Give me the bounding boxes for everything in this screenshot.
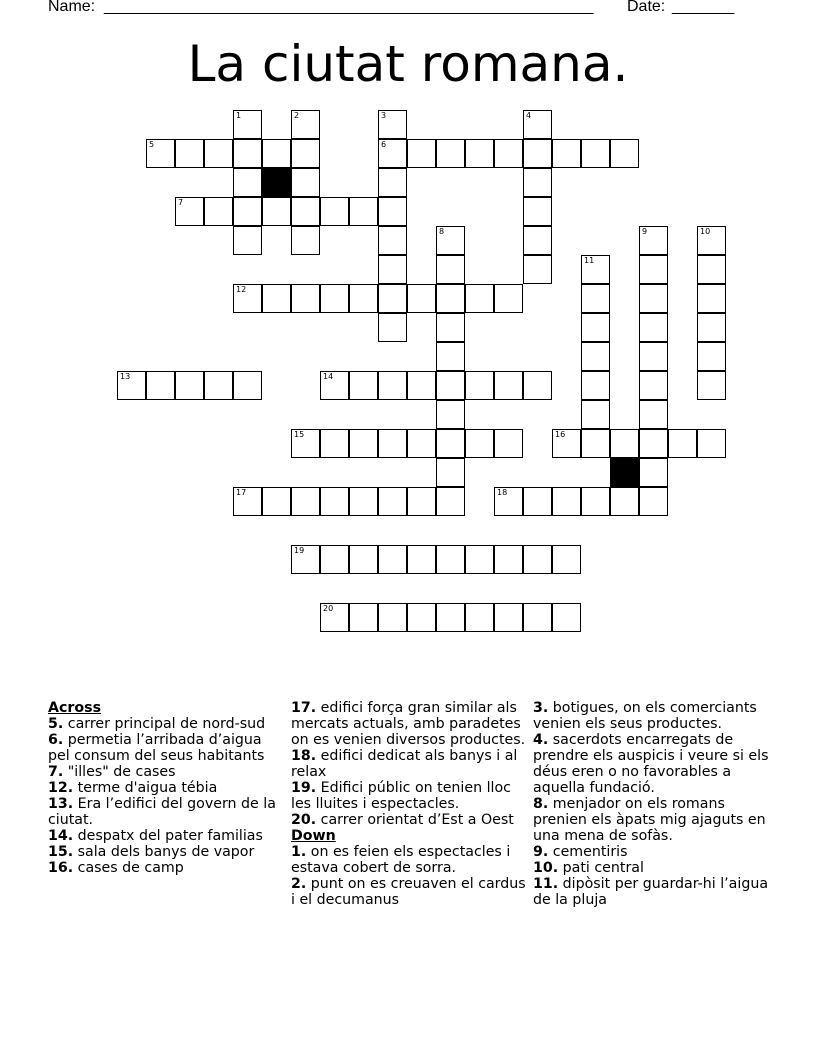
grid-cell[interactable] xyxy=(349,487,378,516)
grid-cell[interactable] xyxy=(436,255,465,284)
date-field[interactable]: _______ xyxy=(672,0,735,15)
clue-item xyxy=(533,844,769,860)
grid-cell[interactable] xyxy=(378,110,407,139)
grid-cell[interactable] xyxy=(291,197,320,226)
grid-cell[interactable] xyxy=(291,429,320,458)
clue-number: 11 xyxy=(584,256,595,265)
grid-cell[interactable] xyxy=(407,429,436,458)
grid-cell[interactable] xyxy=(610,487,639,516)
clue-text: pati central xyxy=(558,860,644,876)
grid-cell[interactable] xyxy=(320,197,349,226)
grid-cell[interactable] xyxy=(552,429,581,458)
clue-number: 18 xyxy=(497,488,508,497)
name-field[interactable]: _______________________________________________________ xyxy=(104,0,594,15)
clue-text: despatx del pater familias xyxy=(73,828,263,844)
clue-item xyxy=(533,860,769,876)
clue-number: 14 xyxy=(323,372,334,381)
grid-cell[interactable] xyxy=(378,226,407,255)
grid-cell[interactable] xyxy=(697,342,726,371)
grid-cell[interactable] xyxy=(436,603,465,632)
grid-cell[interactable] xyxy=(610,429,639,458)
clue-item xyxy=(48,844,284,860)
grid-cell[interactable] xyxy=(610,139,639,168)
grid-cell[interactable] xyxy=(233,139,262,168)
grid-cell[interactable] xyxy=(233,197,262,226)
clue-item xyxy=(533,796,769,844)
clue-number: 8 xyxy=(439,227,445,236)
clue-label-number: 16. xyxy=(48,860,74,876)
grid-cell[interactable] xyxy=(378,168,407,197)
grid-cell[interactable] xyxy=(639,226,668,255)
grid-cell[interactable] xyxy=(639,400,668,429)
grid-cell[interactable] xyxy=(436,342,465,371)
clue-number: 10 xyxy=(700,227,711,236)
clue-item xyxy=(48,780,284,796)
grid-cell[interactable] xyxy=(668,429,697,458)
clue-label-number: 2. xyxy=(291,876,307,892)
clue-item xyxy=(48,716,284,732)
clue-label-number: 1. xyxy=(291,844,307,860)
grid-cell[interactable] xyxy=(233,168,262,197)
grid-cell[interactable] xyxy=(465,139,494,168)
clue-text: punt on es creuaven el cardus i el decumanus xyxy=(291,876,526,908)
grid-cell[interactable] xyxy=(465,603,494,632)
clue-item xyxy=(533,732,769,796)
grid-cell[interactable] xyxy=(523,603,552,632)
grid-cell[interactable] xyxy=(465,371,494,400)
grid-cell[interactable] xyxy=(552,545,581,574)
grid-cell[interactable] xyxy=(494,284,523,313)
grid-cell[interactable] xyxy=(494,139,523,168)
grid-cell[interactable] xyxy=(378,255,407,284)
clue-text: Era l’edifici del govern de la ciutat. xyxy=(48,796,276,828)
grid-cell[interactable] xyxy=(436,371,465,400)
grid-cell[interactable] xyxy=(262,139,291,168)
grid-cell[interactable] xyxy=(697,255,726,284)
grid-cell[interactable] xyxy=(436,429,465,458)
grid-cell[interactable] xyxy=(204,371,233,400)
date-label: Date: xyxy=(627,0,670,15)
grid-cell[interactable] xyxy=(581,371,610,400)
clue-text: "illes" de cases xyxy=(63,764,176,780)
clue-text: edifici dedicat als banys i al relax xyxy=(291,748,518,780)
grid-cell[interactable] xyxy=(581,139,610,168)
grid-cell[interactable] xyxy=(436,313,465,342)
clues-column-1 xyxy=(48,700,284,876)
grid-cell[interactable] xyxy=(407,545,436,574)
grid-cell[interactable] xyxy=(465,429,494,458)
clue-number: 9 xyxy=(642,227,648,236)
clue-label-number: 4. xyxy=(533,732,549,748)
grid-cell[interactable] xyxy=(378,284,407,313)
grid-cell[interactable] xyxy=(494,603,523,632)
grid-cell[interactable] xyxy=(233,487,262,516)
page-title: La ciutat romana. xyxy=(187,35,629,93)
clue-label-number: 3. xyxy=(533,700,549,716)
grid-cell[interactable] xyxy=(175,371,204,400)
grid-cell[interactable] xyxy=(436,487,465,516)
clue-label-number: 6. xyxy=(48,732,64,748)
grid-cell[interactable] xyxy=(465,284,494,313)
grid-cell[interactable] xyxy=(552,139,581,168)
clue-item xyxy=(48,860,284,876)
clue-label-number: 9. xyxy=(533,844,549,860)
clue-number: 5 xyxy=(149,140,155,149)
clue-label-number: 12. xyxy=(48,780,74,796)
clue-text: cementiris xyxy=(548,844,628,860)
grid-cell[interactable] xyxy=(175,139,204,168)
grid-cell[interactable] xyxy=(436,545,465,574)
grid-cell[interactable] xyxy=(349,197,378,226)
grid-cell[interactable] xyxy=(407,139,436,168)
grid-cell[interactable] xyxy=(291,545,320,574)
grid-cell[interactable] xyxy=(581,429,610,458)
grid-cell[interactable] xyxy=(697,371,726,400)
across-heading: Across xyxy=(48,700,102,716)
clue-item xyxy=(291,876,527,908)
clue-item xyxy=(533,700,769,732)
name-label: Name: xyxy=(48,0,100,15)
grid-cell-blocked xyxy=(262,168,291,197)
clue-label-number: 14. xyxy=(48,828,74,844)
grid-cell[interactable] xyxy=(436,284,465,313)
grid-cell[interactable] xyxy=(407,371,436,400)
clue-number: 3 xyxy=(381,111,387,120)
grid-cell[interactable] xyxy=(494,371,523,400)
clues-column-2 xyxy=(291,700,527,908)
clue-item xyxy=(291,844,527,876)
grid-cell[interactable] xyxy=(581,313,610,342)
grid-cell[interactable] xyxy=(639,313,668,342)
grid-cell[interactable] xyxy=(494,545,523,574)
grid-cell[interactable] xyxy=(436,458,465,487)
grid-cell[interactable] xyxy=(407,603,436,632)
grid-cell-blocked xyxy=(610,458,639,487)
clue-item xyxy=(291,812,527,828)
clue-number: 2 xyxy=(294,111,300,120)
grid-cell[interactable] xyxy=(465,545,494,574)
clue-label-number: 7. xyxy=(48,764,64,780)
grid-cell[interactable] xyxy=(523,487,552,516)
clue-text: carrer principal de nord-sud xyxy=(63,716,266,732)
grid-cell[interactable] xyxy=(378,487,407,516)
grid-cell[interactable] xyxy=(639,342,668,371)
grid-cell[interactable] xyxy=(233,284,262,313)
grid-cell[interactable] xyxy=(320,603,349,632)
grid-cell[interactable] xyxy=(378,371,407,400)
clue-text: sacerdots encarregats de prendre els auspicis i veure si els déus eren o no favorables a aquella fundació. xyxy=(533,732,769,796)
clue-label-number: 18. xyxy=(291,748,317,764)
clue-item xyxy=(291,748,527,780)
grid-cell[interactable] xyxy=(581,342,610,371)
grid-cell[interactable] xyxy=(291,226,320,255)
grid-cell[interactable] xyxy=(697,226,726,255)
clue-number: 17 xyxy=(236,488,247,497)
grid-cell[interactable] xyxy=(378,545,407,574)
grid-cell[interactable] xyxy=(204,139,233,168)
clue-text: dipòsit per guardar-hi l’aigua de la pluja xyxy=(533,876,769,908)
grid-cell[interactable] xyxy=(378,429,407,458)
clue-label-number: 8. xyxy=(533,796,549,812)
grid-cell[interactable] xyxy=(233,226,262,255)
grid-cell[interactable] xyxy=(494,429,523,458)
clue-item xyxy=(48,796,284,828)
grid-cell[interactable] xyxy=(291,487,320,516)
grid-cell[interactable] xyxy=(436,139,465,168)
grid-cell[interactable] xyxy=(378,313,407,342)
grid-cell[interactable] xyxy=(291,168,320,197)
clue-item xyxy=(48,732,284,764)
grid-cell[interactable] xyxy=(262,284,291,313)
grid-cell[interactable] xyxy=(639,371,668,400)
clue-label-number: 10. xyxy=(533,860,559,876)
grid-cell[interactable] xyxy=(552,487,581,516)
grid-cell[interactable] xyxy=(146,371,175,400)
grid-cell[interactable] xyxy=(320,284,349,313)
clue-item xyxy=(291,700,527,748)
clue-text: sala dels banys de vapor xyxy=(73,844,255,860)
clue-number: 16 xyxy=(555,430,566,439)
clue-number: 19 xyxy=(294,546,305,555)
grid-cell[interactable] xyxy=(378,139,407,168)
clue-label-number: 13. xyxy=(48,796,74,812)
clue-text: menjador on els romans prenien els àpats mig ajaguts en una mena de sofàs. xyxy=(533,796,766,844)
grid-cell[interactable] xyxy=(639,429,668,458)
clue-number: 1 xyxy=(236,111,242,120)
clue-number: 6 xyxy=(381,140,387,149)
clue-item xyxy=(48,828,284,844)
clue-number: 13 xyxy=(120,372,131,381)
clue-label-number: 5. xyxy=(48,716,64,732)
grid-cell[interactable] xyxy=(523,545,552,574)
clue-label-number: 19. xyxy=(291,780,317,796)
grid-cell[interactable] xyxy=(320,487,349,516)
clue-item xyxy=(533,876,769,908)
grid-cell[interactable] xyxy=(291,284,320,313)
grid-cell[interactable] xyxy=(523,371,552,400)
grid-cell[interactable] xyxy=(378,197,407,226)
grid-cell[interactable] xyxy=(349,545,378,574)
grid-cell[interactable] xyxy=(233,110,262,139)
grid-cell[interactable] xyxy=(320,371,349,400)
grid-cell[interactable] xyxy=(523,168,552,197)
grid-cell[interactable] xyxy=(523,197,552,226)
grid-cell[interactable] xyxy=(523,226,552,255)
grid-cell[interactable] xyxy=(291,110,320,139)
clue-text: terme d'aigua tébia xyxy=(73,780,218,796)
grid-cell[interactable] xyxy=(407,487,436,516)
grid-cell[interactable] xyxy=(581,284,610,313)
clue-number: 7 xyxy=(178,198,184,207)
grid-cell[interactable] xyxy=(117,371,146,400)
grid-cell[interactable] xyxy=(697,313,726,342)
clue-number: 20 xyxy=(323,604,334,613)
grid-cell[interactable] xyxy=(262,487,291,516)
grid-cell[interactable] xyxy=(349,603,378,632)
grid-cell[interactable] xyxy=(523,255,552,284)
clue-label-number: 20. xyxy=(291,812,317,828)
grid-cell[interactable] xyxy=(291,139,320,168)
clue-text: on es feien els espectacles i estava cobert de sorra. xyxy=(291,844,511,876)
grid-cell[interactable] xyxy=(204,197,233,226)
clue-item xyxy=(291,780,527,812)
grid-cell[interactable] xyxy=(697,429,726,458)
clue-label-number: 11. xyxy=(533,876,559,892)
grid-cell[interactable] xyxy=(349,371,378,400)
clue-text: Edifici públic on tenien lloc les lluites i espectacles. xyxy=(291,780,511,812)
grid-cell[interactable] xyxy=(523,110,552,139)
grid-cell[interactable] xyxy=(378,603,407,632)
grid-cell[interactable] xyxy=(639,487,668,516)
grid-cell[interactable] xyxy=(262,197,291,226)
grid-cell[interactable] xyxy=(639,458,668,487)
grid-cell[interactable] xyxy=(581,255,610,284)
grid-cell[interactable] xyxy=(523,139,552,168)
clue-text: carrer orientat d’Est a Oest xyxy=(316,812,514,828)
grid-cell[interactable] xyxy=(349,284,378,313)
grid-cell[interactable] xyxy=(233,371,262,400)
grid-cell[interactable] xyxy=(320,429,349,458)
grid-cell[interactable] xyxy=(436,226,465,255)
clue-number: 4 xyxy=(526,111,532,120)
grid-cell[interactable] xyxy=(146,139,175,168)
grid-cell[interactable] xyxy=(407,284,436,313)
clue-text: edifici força gran similar als mercats actuals, amb paradetes on es venien diversos productes. xyxy=(291,700,526,748)
clue-item xyxy=(48,764,284,780)
clue-text: cases de camp xyxy=(73,860,184,876)
grid-cell[interactable] xyxy=(697,284,726,313)
clue-label-number: 15. xyxy=(48,844,74,860)
grid-cell[interactable] xyxy=(320,545,349,574)
clue-number: 15 xyxy=(294,430,305,439)
grid-cell[interactable] xyxy=(436,400,465,429)
clue-label-number: 17. xyxy=(291,700,317,716)
grid-cell[interactable] xyxy=(175,197,204,226)
grid-cell[interactable] xyxy=(639,255,668,284)
grid-cell[interactable] xyxy=(552,603,581,632)
grid-cell[interactable] xyxy=(581,400,610,429)
clue-number: 12 xyxy=(236,285,247,294)
down-heading: Down xyxy=(291,828,336,844)
grid-cell[interactable] xyxy=(494,487,523,516)
grid-cell[interactable] xyxy=(639,284,668,313)
grid-cell[interactable] xyxy=(581,487,610,516)
grid-cell[interactable] xyxy=(349,429,378,458)
clues-column-3 xyxy=(533,700,769,908)
clue-text: botigues, on els comerciants venien els seus productes. xyxy=(533,700,757,732)
clue-text: permetia l’arribada d’aigua pel consum del seus habitants xyxy=(48,732,265,764)
